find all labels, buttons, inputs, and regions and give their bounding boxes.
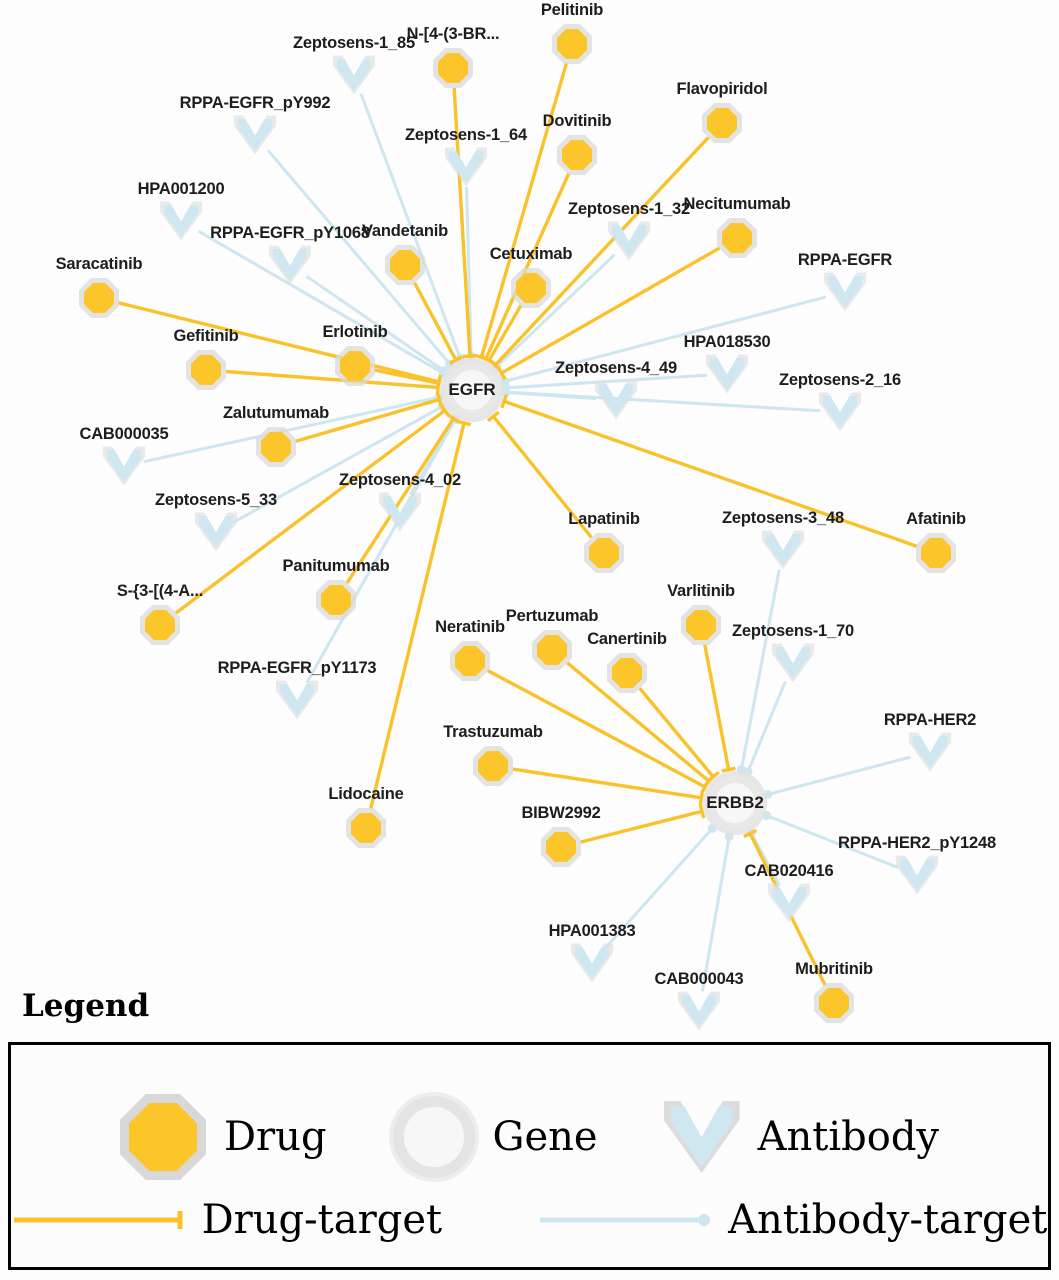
drug-shape xyxy=(84,283,114,313)
antibody-node-label: HPA001200 xyxy=(137,180,225,198)
drug-shape xyxy=(722,223,752,253)
antibody-node-label: HPA001383 xyxy=(548,922,636,940)
drug-shape xyxy=(145,610,175,640)
antibody-node-label: Zeptosens-4_02 xyxy=(339,471,461,489)
drug-node-label: Gefitinib xyxy=(173,327,239,345)
drug-node-label: BIBW2992 xyxy=(521,804,601,822)
drug-shape xyxy=(686,610,716,640)
drug-node-label: Dovitinib xyxy=(542,112,612,130)
drug-shape xyxy=(478,751,508,781)
drug-node-label: Pelitinib xyxy=(540,1,604,19)
legend-item-antibody-target xyxy=(538,1197,1047,1243)
drug-shape xyxy=(612,658,642,688)
antibody-node-label: RPPA-EGFR_pY1068 xyxy=(210,224,370,242)
chevron-down-icon xyxy=(664,1101,740,1173)
drug-node-label: Vandetanib xyxy=(361,222,449,240)
antibody-node-label: RPPA-EGFR_pY992 xyxy=(179,94,331,112)
antibody-node-label: Zeptosens-5_33 xyxy=(155,491,277,509)
drug-target-edge xyxy=(504,401,917,546)
drug-node-label: Pertuzumab xyxy=(505,607,599,625)
legend-label-gene: Gene xyxy=(492,1114,598,1160)
drug-shape xyxy=(321,585,351,615)
drug-node-label: Necitumumab xyxy=(683,195,791,213)
drug-node-label: Zalutumumab xyxy=(223,404,329,422)
legend-label-drug-target: Drug-target xyxy=(201,1197,443,1243)
drug-shape xyxy=(562,140,592,170)
antibody-node-label: Zeptosens-1_32 xyxy=(568,200,690,218)
legend-label-antibody-target: Antibody-target xyxy=(728,1197,1048,1243)
drug-shape xyxy=(438,53,468,83)
drug-shape xyxy=(819,988,849,1018)
antibody-node-label: RPPA-HER2_pY1248 xyxy=(838,834,996,852)
circle-ring-icon xyxy=(393,1096,475,1178)
antibody-node-label: Zeptosens-3_48 xyxy=(722,509,844,527)
drug-shape xyxy=(921,538,951,568)
drug-shape xyxy=(546,832,576,862)
legend-box xyxy=(8,1042,1051,1270)
drug-shape xyxy=(261,432,291,462)
drug-shape xyxy=(390,250,420,280)
legend-item-drug xyxy=(120,1094,327,1180)
antibody-node-label: Zeptosens-1_70 xyxy=(732,622,854,640)
drug-target-edge xyxy=(375,370,439,383)
antibody-node-label: CAB000043 xyxy=(654,970,744,988)
legend-edge-row xyxy=(11,1197,1048,1243)
drug-node-label: Lidocaine xyxy=(328,785,404,803)
drug-target-edge-icon xyxy=(12,1209,190,1231)
drug-shape xyxy=(191,355,221,385)
antibody-target-edge xyxy=(702,837,729,992)
drug-target-edge xyxy=(513,769,702,798)
gene-node-label: EGFR xyxy=(448,380,496,399)
legend-shape-row xyxy=(11,1089,1048,1185)
octagon-icon xyxy=(120,1094,206,1180)
drug-node-label: Cetuximab xyxy=(489,245,573,263)
drug-shape xyxy=(455,646,485,676)
drug-node-label: Saracatinib xyxy=(55,255,143,273)
drug-shape xyxy=(516,273,546,303)
drug-shape xyxy=(340,351,370,381)
drug-shape xyxy=(557,29,587,59)
antibody-node-label: RPPA-HER2 xyxy=(883,711,977,729)
antibody-node-label: Zeptosens-2_16 xyxy=(779,371,901,389)
drug-node-label: Varlitinib xyxy=(667,582,735,600)
drug-node-label: Canertinib xyxy=(587,630,667,648)
drug-target-edge xyxy=(705,645,729,770)
antibody-target-edge xyxy=(497,255,615,367)
drug-node-label: Mubritinib xyxy=(795,960,873,978)
drug-node-label: N-[4-(3-BR... xyxy=(406,25,500,43)
drug-shape xyxy=(351,813,381,843)
drug-node-label: Trastuzumab xyxy=(443,723,543,741)
antibody-node-label: RPPA-EGFR_pY1173 xyxy=(217,659,377,677)
legend-title: Legend xyxy=(22,988,150,1024)
drug-node-label: Panitumumab xyxy=(282,557,390,575)
drug-node-label: Flavopiridol xyxy=(676,80,768,98)
drug-shape xyxy=(537,635,567,665)
drug-node-label: Afatinib xyxy=(906,510,966,528)
legend-label-drug: Drug xyxy=(223,1114,327,1160)
antibody-target-edge-icon xyxy=(538,1209,716,1231)
antibody-target-edge xyxy=(748,681,785,771)
edge-endpoint xyxy=(463,356,477,357)
antibody-node-label: RPPA-EGFR xyxy=(797,251,893,269)
legend-item-antibody xyxy=(664,1101,939,1173)
antibody-node-label: CAB020416 xyxy=(744,862,834,880)
drug-node-label: Erlotinib xyxy=(322,323,388,341)
legend-item-gene xyxy=(393,1096,598,1178)
drug-shape xyxy=(589,538,619,568)
drug-node-label: S-{3-[(4-A... xyxy=(116,582,204,600)
antibody-node-label: Zeptosens-1_64 xyxy=(405,126,527,144)
legend-label-antibody: Antibody xyxy=(757,1114,940,1160)
antibody-target-edge xyxy=(768,757,911,794)
antibody-node-label: CAB000035 xyxy=(79,425,169,443)
antibody-node-label: Zeptosens-4_49 xyxy=(555,359,677,377)
drug-shape xyxy=(707,108,737,138)
drug-node-label: Lapatinib xyxy=(568,510,640,528)
antibody-node-label: Zeptosens-1_85 xyxy=(293,34,415,52)
antibody-target-edge xyxy=(506,392,820,411)
drug-node-label: Neratinib xyxy=(435,618,505,636)
legend-item-drug-target xyxy=(12,1197,442,1243)
antibody-node-label: HPA018530 xyxy=(683,333,771,351)
gene-node-label: ERBB2 xyxy=(706,793,764,812)
